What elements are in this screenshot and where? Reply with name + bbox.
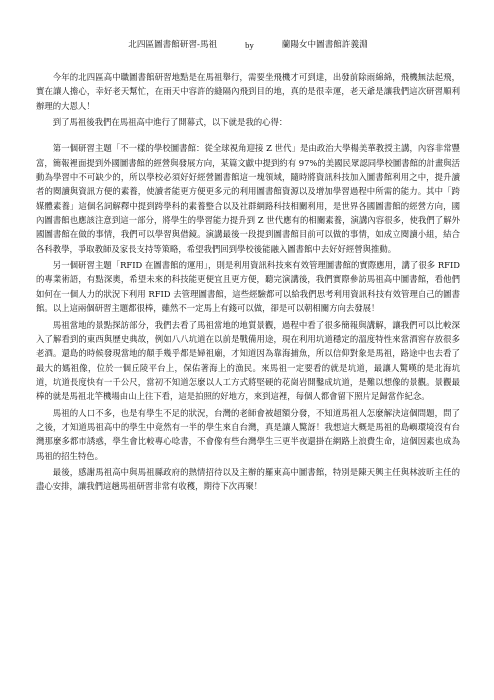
paragraph-thanks: 最後，感謝馬祖高中與馬祖縣政府的熱情招待以及主辦的羅東高中圖書館，特別是陳天興主任與林波昕主任的盡心安排，讓我們這趟馬祖研習非常有收穫，期待下次再聚！ [36, 466, 460, 492]
byline-label: by [245, 40, 254, 50]
paragraph-students: 馬祖的人口不多，也是有學生不足的狀況，台灣的老師會被超額分發，不知道馬祖人怎麼解決這個問題，問了之後，才知道馬祖高中的學生中竟然有一半的學生來自台灣，真是讓人驚訝！我想這大概是馬祖的島嶼環境沒有台灣那麼多都市誘惑，學生會比較專心唸書，不會像有些台灣學生三更半夜還掛在網路上浪費生命，這個因素也成為馬祖的招生特色。 [36, 407, 460, 461]
paragraph-rfid-topic: 另一個研習主題「RFID 在圖書館的運用」，則是利用資訊科技來有效管理圖書館的實際應用，講了很多 RFID 的專業術語，有點深奧，希望未來的科技能更便宜且更方便，聽完演講後，我們實際參訪馬祖高中圖書館，看他們如何在一個人力的狀況下利用 RFID 去管理圖書館，這些經驗都可以給我們思考利用資訊科技有效管理自己的圖書館。以上這兩個研習主題都很棒，雖然不一定馬上有錢可以做，卻是可以朝相關方向去發展！ [36, 260, 460, 314]
paragraph-intro: 今年的北四區高中職圖書館研習地點是在馬祖舉行，需要坐飛機才可到達，出發前除雨綿綿，飛機無法起飛，實在讓人擔心，幸好老天幫忙，在雨天中容許的縫隔內飛到目的地，真的是很幸運，老天爺是讓我們這次研習順利辦理的大恩人！ [36, 72, 460, 111]
document-title: 北四區圖書館研習-馬祖 [128, 40, 218, 50]
paragraph-sightseeing: 馬祖當地的景點探訪部分，我們去看了馬祖當地的地質景觀，過程中看了很多簡報與講解，讓我們可以比較深入了解看到的東西與歷史典故，例如八八坑道在以前是戰備用途，現在利用坑道穩定的溫度特性來當酒窖存放很多老酒。還島的時候發現當地的顛手幾乎都是婦祖廟，才知道因為靠海捕魚，所以信仰對象是馬祖，路途中也去看了最大的媽祖像，位於一個丘陵平台上，保佑著海上的漁民。來馬祖一定要看的就是坑道，最讓人驚嘆的是北海坑道，坑道長度快有一千公尺，當初不知道怎麼以人工方式將堅硬的花崗岩開鑿成坑道，是難以想像的景觀。景觀最棒的就是馬祖北竿機場由山上往下看，這是拍照的好地方，來到這裡，每個人都會留下照片足歸當作紀念。 [36, 319, 460, 402]
paragraph-first-topic: 第一個研習主題「不一樣的學校圖書館：從全球視角迎接 Z 世代」是由政治大學楊美華教授主講，內容非常豐富，簡報裡面提到外國圖書館的經營與發展方向，某篇文獻中提到約有 97%的美國民眾認同學校圖書館的計畫與活動為學習中不可缺少的，所以學校必須好好經營圖書館這一塊領域，隨時將資訊科技加入圖書館利用之中，提升讀者的閱讀與資訊方便的素養，使讀者能更方便更多元的利用圖書館資源以及增加學習過程中所需的能力。其中「跨媒體素養」這個名詞解釋中提到跨學科的素養整合以及社群網路科技相關利用，是世界各國圖書館的經營方向，國內圖書館也應該注意到這一部分，將學生的學習能力提升到 Z 世代應有的相關素養，演講內容很多，使我們了解外國圖書館在做的事情，我們可以學習與借鏡。演講最後一段提到圖書館目前可以做的事情，如成立閱讀小組，結合各科教學，爭取教師及家長支持等策略，希望我們回到學校後能融入圖書館中去好好經營與推動。 [36, 143, 460, 254]
author-name: 蘭陽女中圖書館許義淵 [281, 40, 368, 50]
document-header [36, 39, 460, 51]
paragraph-transition: 到了馬祖後我們在馬祖高中進行了開幕式，以下就是我的心得： [52, 117, 288, 128]
